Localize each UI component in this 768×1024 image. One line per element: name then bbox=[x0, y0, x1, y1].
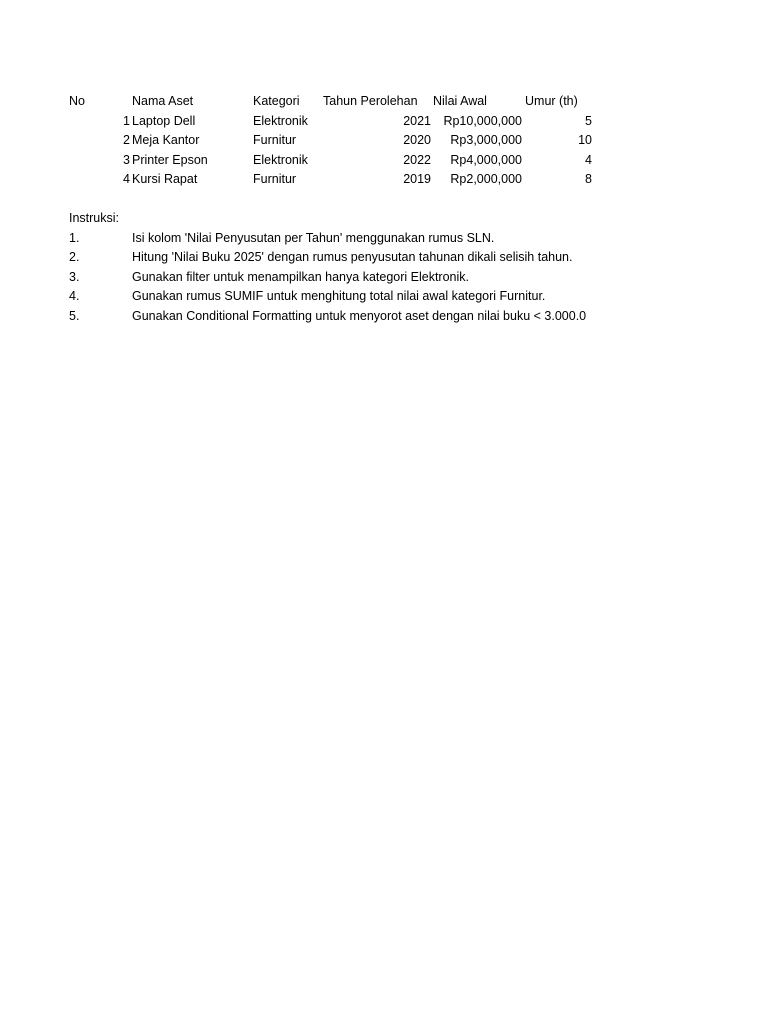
cell-tahun-perolehan: 2022 bbox=[403, 153, 431, 167]
header-kategori: Kategori bbox=[253, 94, 300, 108]
cell-no: 3 bbox=[123, 153, 130, 167]
list-item bbox=[0, 307, 768, 326]
cell-no: 1 bbox=[123, 114, 130, 128]
cell-kategori: Furnitur bbox=[253, 133, 297, 147]
cell-nama-aset: Printer Epson bbox=[132, 153, 208, 167]
instruction-number: 1. bbox=[69, 231, 80, 245]
cell-kategori: Elektronik bbox=[253, 153, 308, 167]
cell-nilai-awal: Rp3,000,000 bbox=[450, 133, 522, 147]
header-no: No bbox=[69, 94, 85, 108]
table-row bbox=[0, 170, 768, 189]
cell-kategori: Elektronik bbox=[253, 114, 308, 128]
instructions-heading: Instruksi: bbox=[69, 211, 120, 225]
instruction-text: Hitung 'Nilai Buku 2025' dengan rumus penyusutan tahunan dikali selisih tahun. bbox=[132, 250, 573, 264]
instruction-text: Isi kolom 'Nilai Penyusutan per Tahun' menggunakan rumus SLN. bbox=[132, 231, 495, 245]
table-row bbox=[0, 131, 768, 150]
cell-tahun-perolehan: 2020 bbox=[403, 133, 431, 147]
cell-umur: 8 bbox=[585, 172, 592, 186]
instruction-number: 4. bbox=[69, 289, 80, 303]
instruction-number: 3. bbox=[69, 270, 80, 284]
instruction-text: Gunakan filter untuk menampilkan hanya kategori Elektronik. bbox=[132, 270, 469, 284]
instructions-heading-row bbox=[0, 209, 768, 228]
cell-umur: 4 bbox=[585, 153, 592, 167]
cell-nama-aset: Laptop Dell bbox=[132, 114, 196, 128]
instruction-text: Gunakan Conditional Formatting untuk menyorot aset dengan nilai buku < 3.000.0 bbox=[132, 309, 587, 323]
cell-umur: 10 bbox=[578, 133, 592, 147]
list-item bbox=[0, 287, 768, 306]
cell-tahun-perolehan: 2021 bbox=[403, 114, 431, 128]
header-umur: Umur (th) bbox=[525, 94, 578, 108]
cell-nilai-awal: Rp10,000,000 bbox=[443, 114, 522, 128]
table-header-row bbox=[0, 92, 768, 111]
list-item bbox=[0, 248, 768, 267]
cell-tahun-perolehan: 2019 bbox=[403, 172, 431, 186]
list-item bbox=[0, 268, 768, 287]
cell-nama-aset: Kursi Rapat bbox=[132, 172, 198, 186]
table-row bbox=[0, 112, 768, 131]
cell-kategori: Furnitur bbox=[253, 172, 297, 186]
cell-no: 4 bbox=[123, 172, 130, 186]
list-item bbox=[0, 229, 768, 248]
cell-no: 2 bbox=[123, 133, 130, 147]
instruction-number: 2. bbox=[69, 250, 80, 264]
instruction-text: Gunakan rumus SUMIF untuk menghitung total nilai awal kategori Furnitur. bbox=[132, 289, 546, 303]
header-tahun-perolehan: Tahun Perolehan bbox=[323, 94, 418, 108]
table-row bbox=[0, 151, 768, 170]
cell-nilai-awal: Rp2,000,000 bbox=[450, 172, 522, 186]
cell-nama-aset: Meja Kantor bbox=[132, 133, 200, 147]
cell-nilai-awal: Rp4,000,000 bbox=[450, 153, 522, 167]
cell-umur: 5 bbox=[585, 114, 592, 128]
instruction-number: 5. bbox=[69, 309, 80, 323]
header-nama-aset: Nama Aset bbox=[132, 94, 194, 108]
header-nilai-awal: Nilai Awal bbox=[433, 94, 487, 108]
